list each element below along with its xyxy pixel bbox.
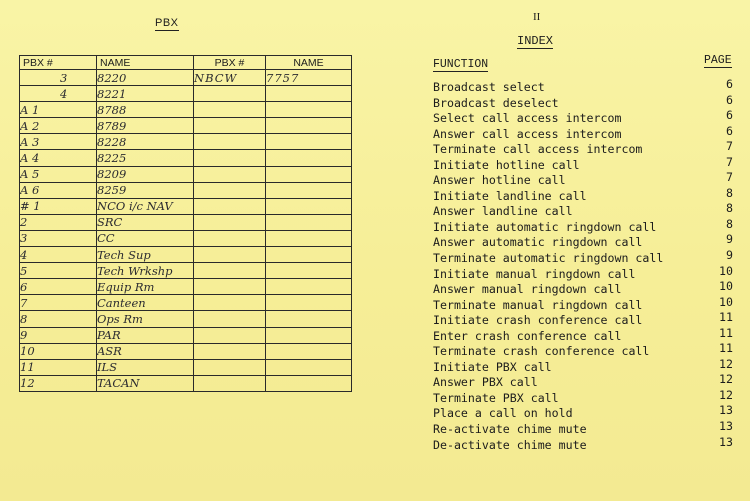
pbx-number-cell: # 1 bbox=[20, 198, 97, 214]
name-cell-2 bbox=[266, 118, 352, 134]
table-row bbox=[20, 214, 352, 230]
pbx-number-cell-2 bbox=[194, 311, 266, 327]
index-entry bbox=[433, 387, 733, 407]
index-function: Enter crash conference call bbox=[433, 328, 622, 343]
pbx-number-cell-2 bbox=[194, 118, 266, 134]
name-cell: 8225 bbox=[97, 150, 194, 166]
name-cell-2 bbox=[266, 102, 352, 118]
pbx-number-cell-2 bbox=[194, 375, 266, 391]
index-page-number: 6 bbox=[726, 108, 733, 123]
name-cell-2: 7757 bbox=[266, 70, 352, 86]
index-function: Answer automatic ringdown call bbox=[433, 235, 643, 250]
pbx-number-cell: A 4 bbox=[20, 150, 97, 166]
pbx-number-cell-2 bbox=[194, 134, 266, 150]
pbx-number-cell-2 bbox=[194, 182, 266, 198]
name-cell: SRC bbox=[97, 214, 194, 230]
pbx-number-cell: A 3 bbox=[20, 134, 97, 150]
index-entry bbox=[433, 434, 733, 454]
index-page-number: 8 bbox=[726, 201, 733, 216]
name-cell: Ops Rm bbox=[97, 311, 194, 327]
pbx-number-cell: 3 bbox=[20, 230, 97, 246]
index-function: Answer PBX call bbox=[433, 375, 538, 390]
name-cell-2 bbox=[266, 182, 352, 198]
index-function: Broadcast select bbox=[433, 80, 545, 94]
index-page-number: 10 bbox=[719, 263, 733, 278]
index-entry bbox=[433, 201, 733, 220]
table-row bbox=[20, 327, 352, 343]
pbx-number-cell-2 bbox=[194, 343, 266, 359]
index-entry bbox=[433, 263, 733, 283]
table-row bbox=[20, 102, 352, 118]
pbx-number-cell: A 2 bbox=[20, 118, 97, 134]
index-page-number: 10 bbox=[719, 294, 733, 309]
name-cell-2 bbox=[266, 343, 352, 359]
table-row bbox=[20, 295, 352, 311]
index-function: Answer landline call bbox=[433, 204, 573, 219]
name-cell: TACAN bbox=[97, 375, 194, 391]
name-cell: 8220 bbox=[97, 70, 194, 86]
index-page-number: 9 bbox=[726, 232, 733, 247]
index-entry bbox=[433, 77, 733, 96]
pbx-number-cell-2 bbox=[194, 102, 266, 118]
name-cell: 8228 bbox=[97, 134, 194, 150]
pbx-number-cell: 6 bbox=[20, 279, 97, 295]
index-function: Broadcast deselect bbox=[433, 95, 559, 110]
pbx-number-cell: A 1 bbox=[20, 102, 97, 118]
pbx-number-cell-2 bbox=[194, 150, 266, 166]
index-function: Answer call access intercom bbox=[433, 126, 622, 141]
table-row bbox=[20, 198, 352, 214]
table-row bbox=[20, 70, 352, 86]
name-cell: Tech Wrkshp bbox=[97, 263, 194, 279]
index-page-number: 10 bbox=[719, 279, 733, 294]
pbx-number-cell: 3 bbox=[20, 70, 97, 86]
pbx-number-cell-2 bbox=[194, 279, 266, 295]
table-row bbox=[20, 230, 352, 246]
page-column-header: PAGE bbox=[704, 54, 732, 67]
index-entry bbox=[433, 216, 733, 236]
pbx-number-cell-2 bbox=[194, 198, 266, 214]
name-cell-2 bbox=[266, 134, 352, 150]
name-cell-2 bbox=[266, 311, 352, 327]
pbx-number-cell: A 5 bbox=[20, 166, 97, 182]
function-column-header: FUNCTION bbox=[433, 58, 489, 71]
pbx-number-cell-2 bbox=[194, 263, 266, 279]
index-page-number: 6 bbox=[726, 77, 733, 91]
pbx-number-cell: 5 bbox=[20, 263, 97, 279]
index-page-number: 13 bbox=[719, 434, 733, 449]
name-cell-2 bbox=[266, 166, 352, 182]
index-page-number: 11 bbox=[719, 325, 733, 340]
index-entry bbox=[433, 154, 733, 174]
index-function: Place a call on hold bbox=[433, 406, 573, 421]
pbx-number-cell-2: NBCW bbox=[194, 70, 266, 86]
table-row bbox=[20, 343, 352, 359]
pbx-number-cell-2 bbox=[194, 86, 266, 102]
name-cell-2 bbox=[266, 86, 352, 102]
table-row bbox=[20, 134, 352, 150]
table-row bbox=[20, 375, 352, 391]
name-cell-2 bbox=[266, 295, 352, 311]
index-title: INDEX bbox=[517, 34, 554, 48]
index-page-number: 7 bbox=[726, 154, 733, 169]
index-page-number: 12 bbox=[719, 387, 733, 402]
table-row bbox=[20, 279, 352, 295]
table-row bbox=[20, 86, 352, 102]
table-row bbox=[20, 182, 352, 198]
index-function: Terminate crash conference call bbox=[433, 344, 650, 359]
index-entry bbox=[433, 294, 733, 314]
name-cell: CC bbox=[97, 230, 194, 246]
index-function: De-activate chime mute bbox=[433, 437, 587, 452]
index-function: Answer manual ringdown call bbox=[433, 282, 622, 297]
table-row bbox=[20, 359, 352, 375]
pbx-number-cell-2 bbox=[194, 247, 266, 263]
pbx-number-cell-2 bbox=[194, 295, 266, 311]
index-page-number: 12 bbox=[719, 372, 733, 387]
index-function: Initiate hotline call bbox=[433, 157, 580, 172]
pbx-number-cell: A 6 bbox=[20, 182, 97, 198]
name-cell: 8789 bbox=[97, 118, 194, 134]
name-cell: NCO i/c NAV bbox=[97, 198, 194, 214]
index-entry bbox=[433, 341, 733, 360]
name-cell: Canteen bbox=[97, 295, 194, 311]
name-cell-2 bbox=[266, 327, 352, 343]
name-cell-2 bbox=[266, 279, 352, 295]
index-entry bbox=[433, 419, 733, 438]
index-page-number: 13 bbox=[719, 403, 733, 418]
index-entry bbox=[433, 92, 733, 112]
pbx-number-cell: 4 bbox=[20, 247, 97, 263]
name-cell: PAR bbox=[97, 327, 194, 343]
pbx-table bbox=[19, 55, 352, 392]
index-entry bbox=[433, 325, 733, 345]
pbx-number-cell: 12 bbox=[20, 375, 97, 391]
table-row bbox=[20, 311, 352, 327]
name-cell: ASR bbox=[97, 343, 194, 359]
name-cell-2 bbox=[266, 375, 352, 391]
index-entry bbox=[433, 403, 733, 422]
index-entry bbox=[433, 310, 733, 329]
col-header-pbx: PBX # bbox=[20, 56, 97, 70]
pbx-number-cell: 9 bbox=[20, 327, 97, 343]
name-cell-2 bbox=[266, 230, 352, 246]
name-cell-2 bbox=[266, 263, 352, 279]
name-cell: 8209 bbox=[97, 166, 194, 182]
index-entry bbox=[433, 123, 733, 143]
index-page-number: 11 bbox=[719, 341, 733, 356]
index-function: Initiate automatic ringdown call bbox=[433, 219, 657, 234]
index-page-number: 8 bbox=[726, 185, 733, 200]
name-cell: ILS bbox=[97, 359, 194, 375]
pbx-number-cell: 8 bbox=[20, 311, 97, 327]
pbx-number-cell: 10 bbox=[20, 343, 97, 359]
pbx-number-cell-2 bbox=[194, 214, 266, 230]
pbx-number-cell: 2 bbox=[20, 214, 97, 230]
page-number-roman: II bbox=[533, 11, 541, 23]
name-cell-2 bbox=[266, 214, 352, 230]
index-page-number: 6 bbox=[726, 123, 733, 138]
index-entry bbox=[433, 356, 733, 376]
pbx-table-header bbox=[20, 56, 352, 70]
name-cell: Equip Rm bbox=[97, 279, 194, 295]
index-entry bbox=[433, 185, 733, 205]
col-header-name-2: NAME bbox=[266, 56, 352, 70]
pbx-title: PBX bbox=[155, 17, 179, 29]
index-entry bbox=[433, 232, 733, 251]
table-row bbox=[20, 263, 352, 279]
index-function: Initiate crash conference call bbox=[433, 313, 643, 328]
pbx-number-cell-2 bbox=[194, 166, 266, 182]
pbx-number-cell-2 bbox=[194, 230, 266, 246]
index-function: Terminate call access intercom bbox=[433, 142, 643, 157]
index-entry bbox=[433, 139, 733, 158]
table-row bbox=[20, 118, 352, 134]
table-row bbox=[20, 247, 352, 263]
table-row bbox=[20, 150, 352, 166]
index-page-number: 11 bbox=[719, 310, 733, 325]
index-page-number: 7 bbox=[726, 170, 733, 185]
name-cell-2 bbox=[266, 198, 352, 214]
index-list bbox=[433, 77, 733, 453]
pbx-number-cell: 11 bbox=[20, 359, 97, 375]
pbx-number-cell-2 bbox=[194, 359, 266, 375]
index-function: Re-activate chime mute bbox=[433, 422, 587, 437]
index-entry bbox=[433, 279, 733, 298]
name-cell: Tech Sup bbox=[97, 247, 194, 263]
index-page-number: 6 bbox=[726, 92, 733, 107]
index-entry bbox=[433, 372, 733, 391]
name-cell-2 bbox=[266, 247, 352, 263]
index-entry bbox=[433, 170, 733, 189]
index-function: Initiate PBX call bbox=[433, 359, 552, 374]
pbx-number-cell: 7 bbox=[20, 295, 97, 311]
table-row bbox=[20, 166, 352, 182]
name-cell: 8259 bbox=[97, 182, 194, 198]
index-function: Terminate manual ringdown call bbox=[433, 297, 643, 312]
index-function: Terminate automatic ringdown call bbox=[433, 251, 664, 266]
index-page-number: 7 bbox=[726, 139, 733, 154]
index-page-number: 13 bbox=[719, 419, 733, 434]
index-function: Initiate landline call bbox=[433, 188, 587, 203]
index-function: Terminate PBX call bbox=[433, 390, 559, 405]
col-header-name: NAME bbox=[97, 56, 194, 70]
index-page-number: 8 bbox=[726, 216, 733, 231]
pbx-number-cell: 4 bbox=[20, 86, 97, 102]
index-function: Select call access intercom bbox=[433, 111, 622, 126]
index-page-number: 12 bbox=[719, 356, 733, 371]
pbx-number-cell-2 bbox=[194, 327, 266, 343]
index-entry bbox=[433, 108, 733, 127]
name-cell-2 bbox=[266, 150, 352, 166]
index-entry bbox=[433, 248, 733, 267]
name-cell-2 bbox=[266, 359, 352, 375]
index-function: Initiate manual ringdown call bbox=[433, 266, 636, 281]
col-header-pbx-2: PBX # bbox=[194, 56, 266, 70]
index-page-number: 9 bbox=[726, 248, 733, 263]
name-cell: 8221 bbox=[97, 86, 194, 102]
index-function: Answer hotline call bbox=[433, 173, 566, 188]
name-cell: 8788 bbox=[97, 102, 194, 118]
